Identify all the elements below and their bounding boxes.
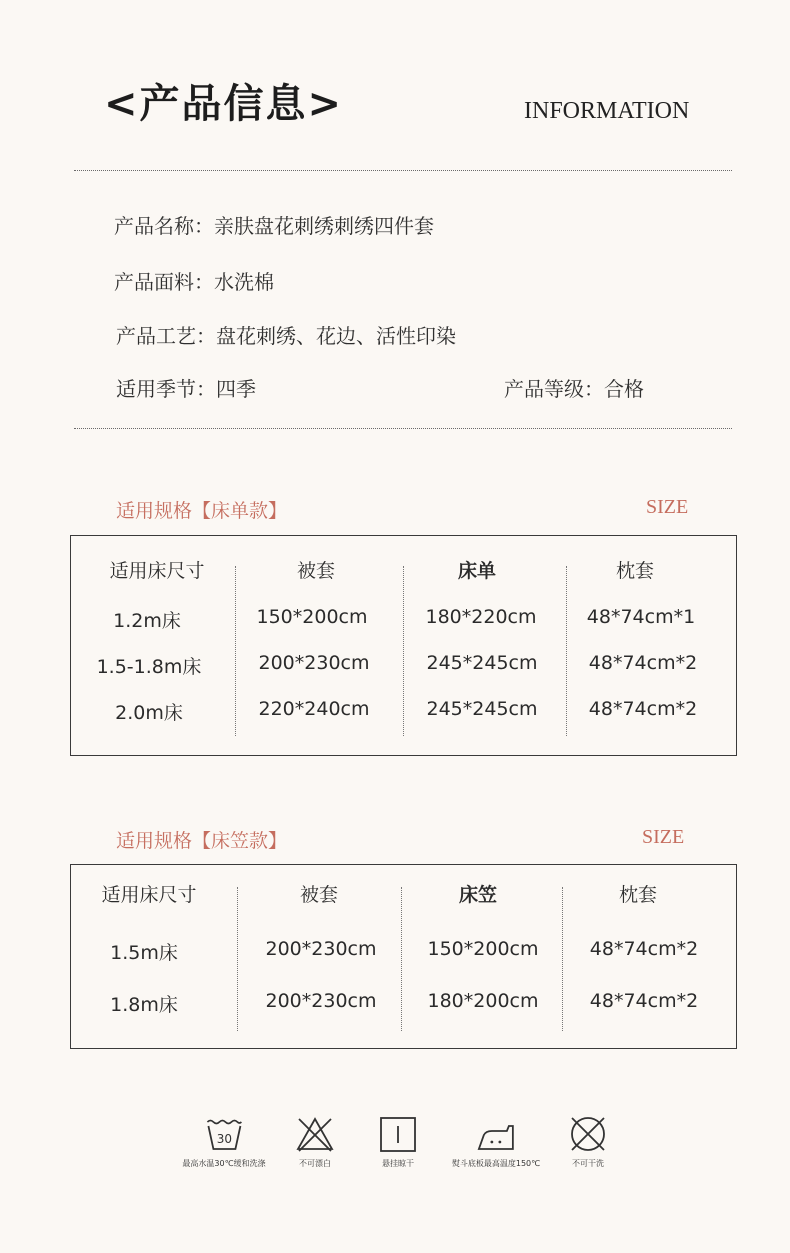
iron-150-icon: [476, 1116, 516, 1152]
table2-col-divider: [401, 887, 402, 1031]
table2-title: 适用规格【床笠款】: [116, 830, 288, 852]
info-grade-label: 产品等级：: [504, 377, 604, 401]
table1-col-divider: [566, 566, 567, 736]
table1-header: 被套: [296, 560, 336, 582]
care-label: 不可干洗: [572, 1159, 604, 1168]
info-name: [114, 210, 434, 239]
table1-col-divider: [403, 566, 404, 736]
table2-header: 枕套: [618, 884, 658, 906]
table1-cell: 245*245cm: [426, 698, 538, 720]
care-label: 熨斗底板最高温度150℃: [451, 1159, 541, 1168]
table1-box: [70, 535, 737, 756]
table2-size-label: SIZE: [642, 826, 685, 848]
table1-size-label: SIZE: [646, 496, 689, 518]
table1-header: 适用床尺寸: [109, 560, 205, 582]
care-label: 最高水温30℃缓和洗涤: [182, 1159, 266, 1168]
hang-dry-icon: [378, 1116, 418, 1152]
no-bleach-icon: [295, 1116, 335, 1152]
care-bleach: [295, 1116, 335, 1169]
info-fabric-value: 水洗棉: [214, 270, 274, 294]
info-grade-value: 合格: [604, 377, 644, 401]
wash-temp-number: 30: [216, 1132, 232, 1146]
table1-cell: 200*230cm: [258, 652, 370, 674]
table2-box: [70, 864, 737, 1049]
care-label: 悬挂晾干: [382, 1159, 414, 1168]
info-craft-label: 产品工艺：: [116, 324, 216, 348]
table2-cell: 1.5m床: [110, 942, 178, 964]
table1-cell: 48*74cm*2: [588, 652, 698, 674]
table2-header: 床笠: [458, 884, 498, 906]
table1-header: 床单: [457, 560, 497, 582]
table2-header: 适用床尺寸: [101, 884, 197, 906]
table1-cell: 2.0m床: [115, 702, 183, 724]
table2-header: 被套: [299, 884, 339, 906]
info-season-label: 适用季节：: [116, 377, 216, 401]
page-title: <产品信息>: [104, 81, 344, 127]
info-craft-value: 盘花刺绣、花边、活性印染: [216, 324, 456, 348]
table1-title: 适用规格【床单款】: [116, 500, 288, 522]
table1-cell: 245*245cm: [426, 652, 538, 674]
info-season: [116, 373, 256, 402]
table1-cell: 180*220cm: [425, 606, 537, 628]
care-hang-dry: [378, 1116, 418, 1169]
care-dry-clean: [568, 1116, 608, 1169]
care-wash: [182, 1116, 265, 1169]
divider-top: [74, 170, 732, 171]
info-season-value: 四季: [216, 377, 256, 401]
table2-cell: 1.8m床: [110, 994, 178, 1016]
info-fabric: [114, 266, 274, 295]
table1-header: 枕套: [615, 560, 655, 582]
info-name-label: 产品名称：: [114, 214, 214, 238]
care-label: 不可漂白: [299, 1159, 331, 1168]
table1-cell: 1.2m床: [113, 610, 181, 632]
table2-cell: 48*74cm*2: [589, 990, 699, 1012]
table2-col-divider: [562, 887, 563, 1031]
no-dry-clean-icon: [568, 1116, 608, 1152]
table2-cell: 180*200cm: [427, 990, 539, 1012]
table2-cell: 200*230cm: [265, 938, 377, 960]
page-title-en: INFORMATION: [524, 98, 690, 124]
table2-cell: 48*74cm*2: [589, 938, 699, 960]
table1-cell: 48*74cm*2: [588, 698, 698, 720]
table2-cell: 200*230cm: [265, 990, 377, 1012]
table1-col-divider: [235, 566, 236, 736]
table1-cell: 1.5-1.8m床: [96, 656, 202, 678]
table2-col-divider: [237, 887, 238, 1031]
care-iron: [452, 1116, 540, 1169]
info-grade: [504, 373, 644, 402]
wash-30-icon: [204, 1116, 244, 1152]
table1-cell: 150*200cm: [256, 606, 368, 628]
info-name-value: 亲肤盘花刺绣刺绣四件套: [214, 214, 434, 238]
table1-cell: 220*240cm: [258, 698, 370, 720]
info-craft: [116, 320, 456, 349]
divider-bottom: [74, 428, 732, 429]
table2-cell: 150*200cm: [427, 938, 539, 960]
table1-cell: 48*74cm*1: [586, 606, 696, 628]
info-fabric-label: 产品面料：: [114, 270, 214, 294]
